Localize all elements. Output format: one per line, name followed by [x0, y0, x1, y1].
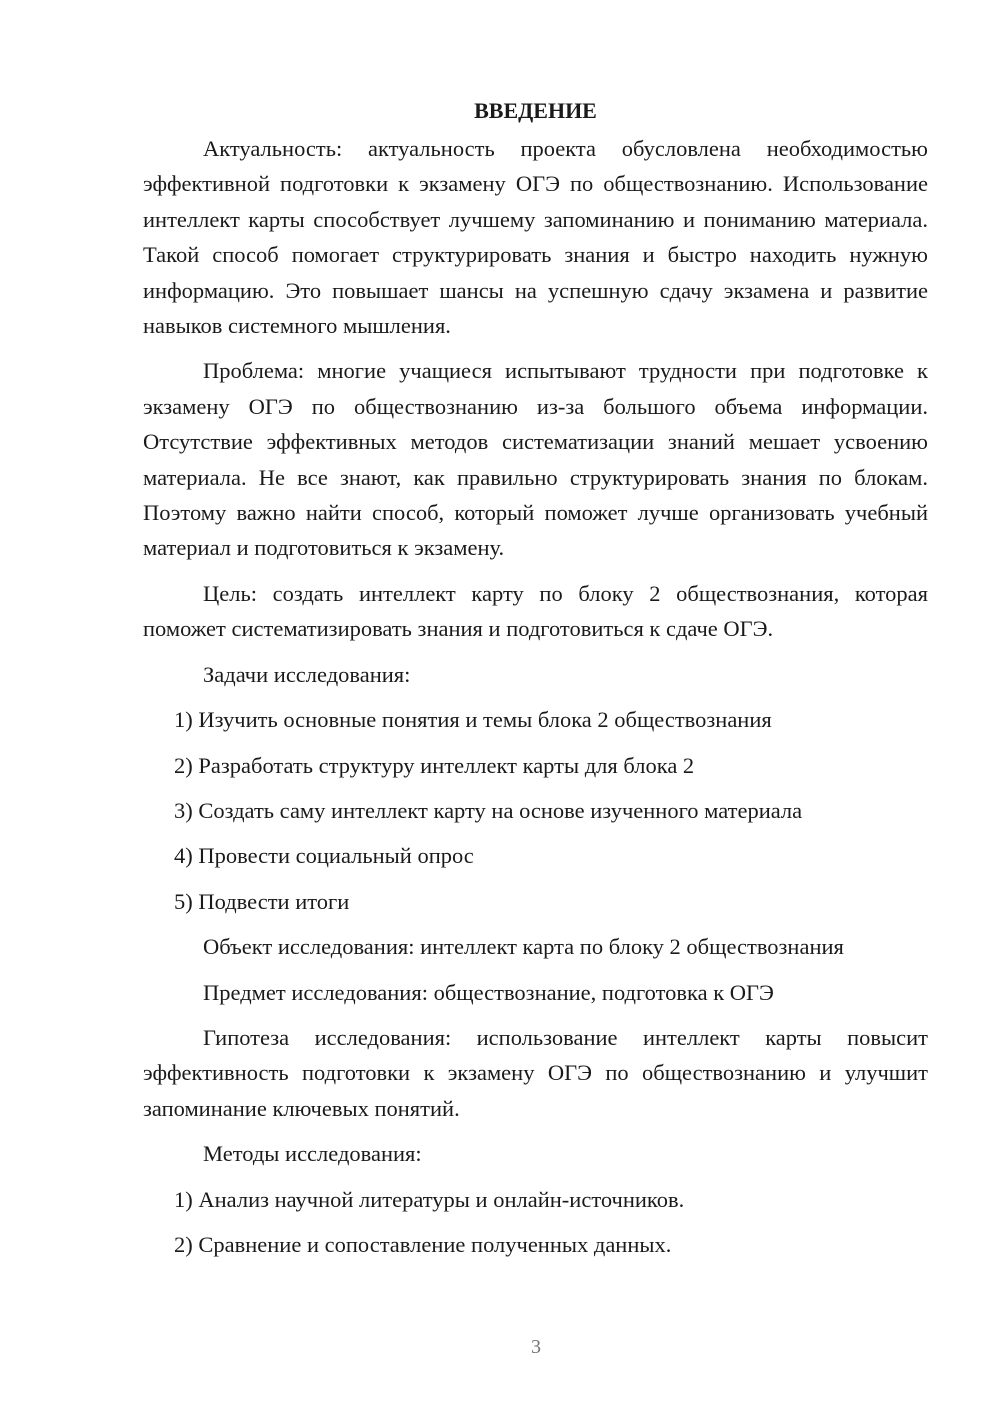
- tasks-title: Задачи исследования:: [203, 661, 411, 687]
- relevance-paragraph: Актуальность: актуальность проекта обусловлена необходимостью эффективной подготовки к экзамену ОГЭ по обществознанию. Использование интеллект карты способствует лучшему запоминанию и пониманию материала. Такой способ помогает структурировать знания и быстро находить нужную информацию. Это повышает шансы на успешную сдачу экзамена и развитие навыков системного мышления.: [143, 136, 928, 339]
- problem-paragraph: Проблема: многие учащиеся испытывают трудности при подготовке к экзамену ОГЭ по обществознанию из-за большого объема информации. Отсутствие эффективных методов систематизации знаний мешает усвоению материала. Не все знают, как правильно структурировать знания по блокам. Поэтому важно найти способ, который поможет лучше организовать учебный материал и подготовиться к экзамену.: [143, 358, 928, 561]
- task-item-5: 5) Подвести итоги: [174, 888, 350, 914]
- method-item-2: 2) Сравнение и сопоставление полученных данных.: [174, 1231, 672, 1257]
- task-item-2: 2) Разработать структуру интеллект карты для блока 2: [174, 752, 695, 778]
- task-item-1: 1) Изучить основные понятия и темы блока 2 обществознания: [174, 707, 772, 733]
- task-item-4: 4) Провести социальный опрос: [174, 843, 474, 869]
- page-number: 3: [531, 1336, 541, 1358]
- research-subject: Предмет исследования: обществознание, подготовка к ОГЭ: [203, 979, 774, 1005]
- task-item-3: 3) Создать саму интеллект карту на основе изученного материала: [174, 797, 803, 823]
- hypothesis-paragraph: Гипотеза исследования: использование интеллект карты повысит эффективность подготовки к экзамену ОГЭ по обществознанию и улучшит запоминание ключевых понятий.: [143, 1024, 928, 1121]
- document-page: [143, 93, 928, 1272]
- methods-title: Методы исследования:: [203, 1141, 422, 1167]
- method-item-1: 1) Анализ научной литературы и онлайн-источников.: [174, 1186, 685, 1212]
- research-object: Объект исследования: интеллект карта по блоку 2 обществознания: [203, 934, 844, 960]
- goal-paragraph: Цель: создать интеллект карту по блоку 2 обществознания, которая поможет систематизировать знания и подготовиться к сдаче ОГЭ.: [143, 580, 928, 642]
- section-heading: ВВЕДЕНИЕ: [474, 98, 597, 123]
